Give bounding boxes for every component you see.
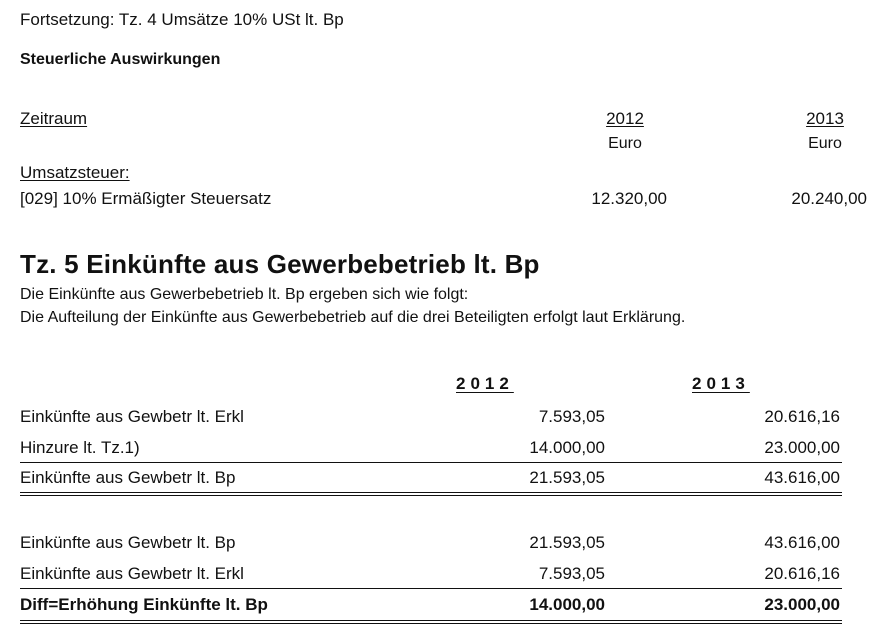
income-row-label: Hinzure lt. Tz.1) xyxy=(20,438,140,457)
section-intro-line-2: Die Aufteilung der Einkünfte aus Gewerbebetrieb auf die drei Beteiligten erfolgt laut Erklärung. xyxy=(20,309,686,326)
income-value-2013: 20.616,16 xyxy=(764,407,840,426)
row-divider xyxy=(20,588,842,589)
total-double-rule-top xyxy=(20,492,842,493)
income-value-2012: 21.593,05 xyxy=(529,533,605,552)
income-row-label: Einkünfte aus Gewbetr lt. Erkl xyxy=(20,407,244,426)
total-double-rule-bottom xyxy=(20,495,842,496)
income-diff-value-2013: 23.000,00 xyxy=(764,595,840,614)
income-value-2013: 20.616,16 xyxy=(764,564,840,583)
period-label: Zeitraum xyxy=(20,109,88,128)
income-value-2013: 23.000,00 xyxy=(764,438,840,457)
income-value-2012: 14.000,00 xyxy=(529,438,605,457)
section-subtitle: Steuerliche Auswirkungen xyxy=(20,51,221,68)
income-year-2013-header: 2013 xyxy=(692,374,750,393)
income-value-2012: 21.593,05 xyxy=(529,468,605,487)
section-title: Tz. 5 Einkünfte aus Gewerbebetrieb lt. Bp xyxy=(20,249,540,279)
continuation-note: Fortsetzung: Tz. 4 Umsätze 10% USt lt. Bp xyxy=(20,10,344,29)
year-2012-header: 2012 xyxy=(606,109,644,128)
unit-label-2013: Euro xyxy=(808,135,842,152)
unit-label-2012: Euro xyxy=(608,135,642,152)
income-diff-value-2012: 14.000,00 xyxy=(529,595,605,614)
vat-value-2013: 20.240,00 xyxy=(791,189,867,208)
income-diff-label: Diff=Erhöhung Einkünfte lt. Bp xyxy=(20,595,268,614)
income-value-2013: 43.616,00 xyxy=(764,468,840,487)
diff-double-rule-top xyxy=(20,620,842,621)
diff-double-rule-bottom xyxy=(20,623,842,624)
income-row-label: Einkünfte aus Gewbetr lt. Bp xyxy=(20,533,236,552)
income-value-2012: 7.593,05 xyxy=(538,407,605,426)
income-value-2013: 43.616,00 xyxy=(764,533,840,552)
income-value-2012: 7.593,05 xyxy=(538,564,605,583)
section-intro-line-1: Die Einkünfte aus Gewerbebetrieb lt. Bp ergeben sich wie folgt: xyxy=(20,286,469,303)
year-2013-header: 2013 xyxy=(806,109,844,128)
income-row-label: Einkünfte aus Gewbetr lt. Bp xyxy=(20,468,236,487)
vat-row-label: [029] 10% Ermäßigter Steuersatz xyxy=(20,189,272,208)
row-divider xyxy=(20,462,842,463)
vat-section-label: Umsatzsteuer: xyxy=(20,163,130,182)
income-year-2012-header: 2012 xyxy=(456,374,514,393)
income-row-label: Einkünfte aus Gewbetr lt. Erkl xyxy=(20,564,244,583)
vat-value-2012: 12.320,00 xyxy=(591,189,667,208)
